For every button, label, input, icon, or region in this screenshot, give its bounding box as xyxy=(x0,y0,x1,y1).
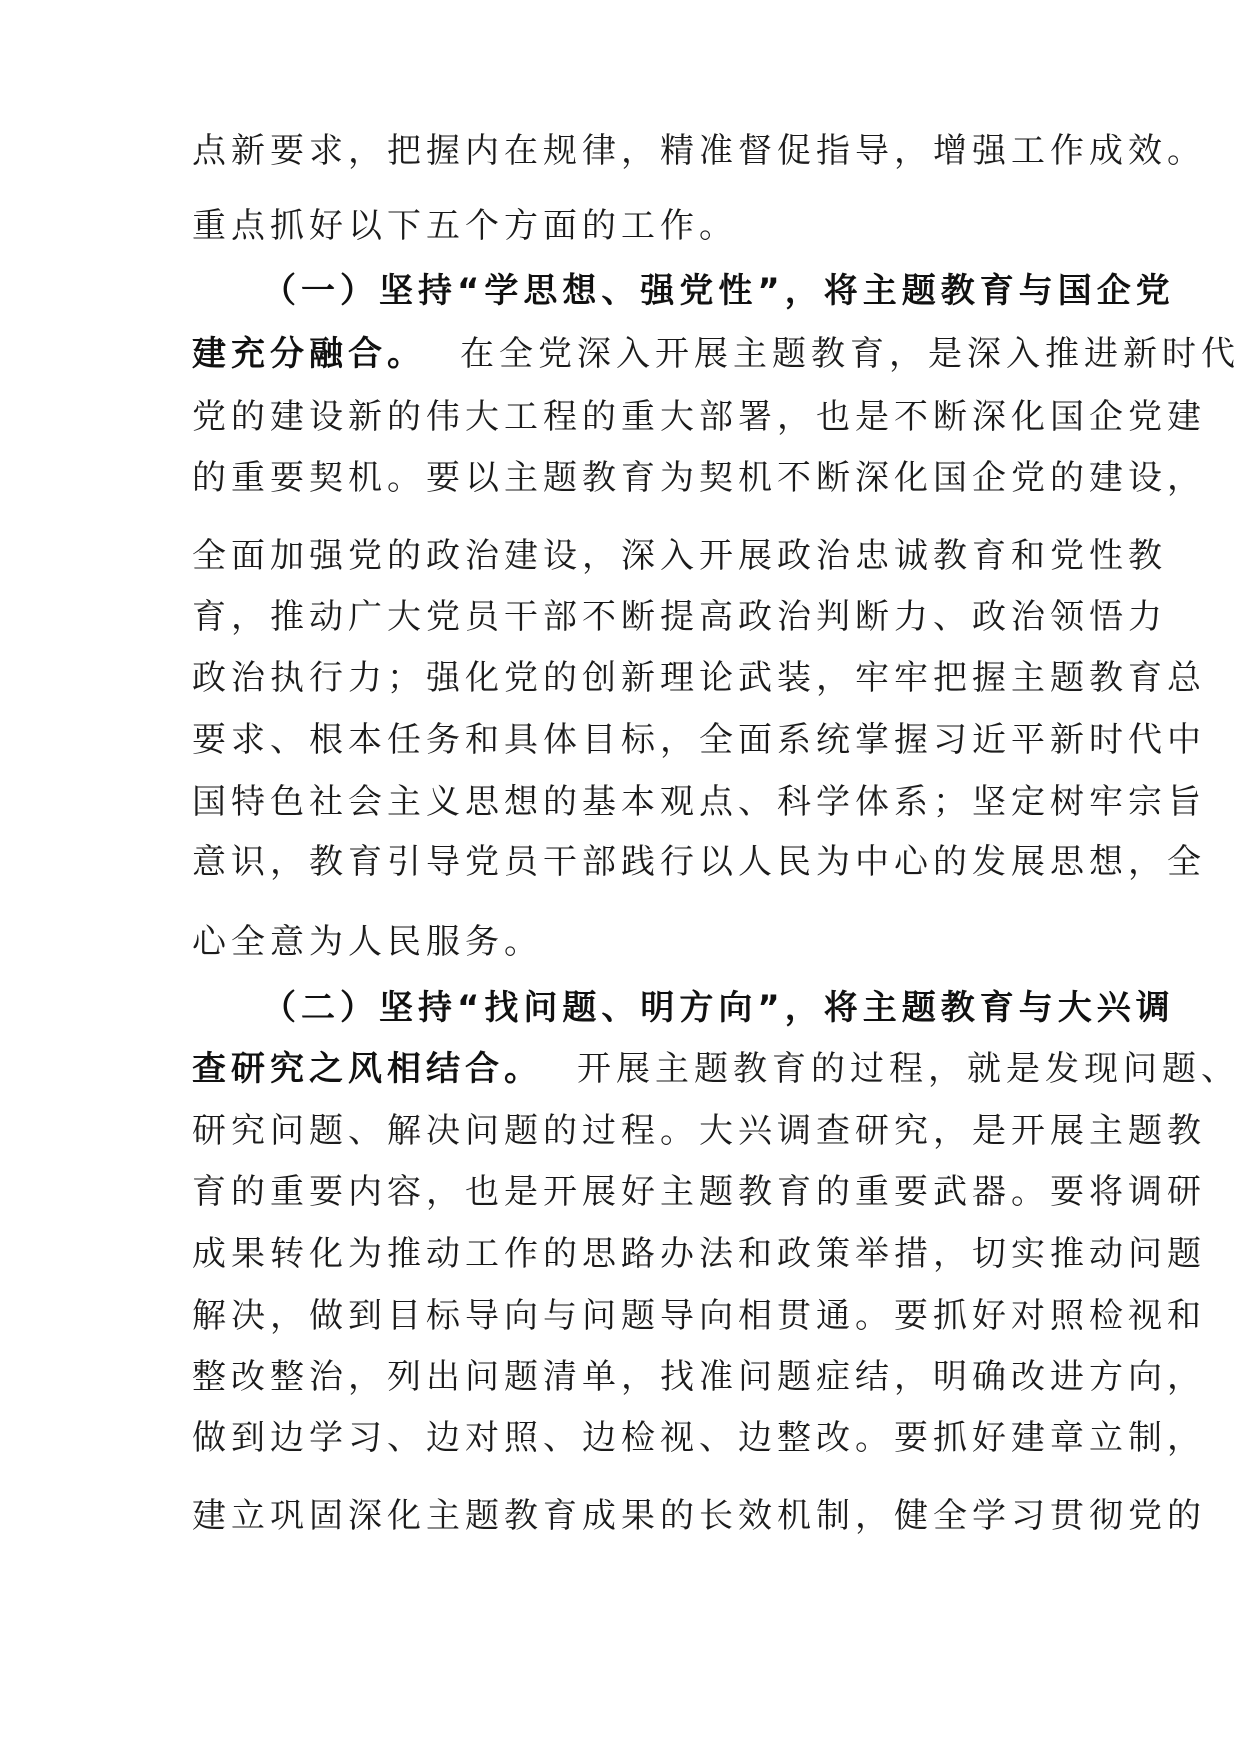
section-heading-1-end: 建充分融合。 xyxy=(192,334,426,374)
text-line: 育的重要内容，也是开展好主题教育的重要武器。要将调研 xyxy=(192,1172,1206,1212)
text-line: 解决，做到目标导向与问题导向相贯通。要抓好对照检视和 xyxy=(192,1296,1206,1336)
text-run: 在全党深入开展主题教育，是深入推进新时代 xyxy=(460,334,1240,374)
text-line: 建立巩固深化主题教育成果的长效机制，健全学习贯彻党的 xyxy=(192,1496,1206,1536)
section-heading-1: （一）坚持“学思想、强党性”，将主题教育与国企党 xyxy=(262,271,1175,311)
text-line xyxy=(192,1045,1240,1093)
text-line: 育，推动广大党员干部不断提高政治判断力、政治领悟力 xyxy=(192,597,1167,637)
section-heading-2-end: 查研究之风相结合。 xyxy=(192,1049,543,1089)
text-line: 的重要契机。要以主题教育为契机不断深化国企党的建设， xyxy=(192,458,1206,498)
text-line: 重点抓好以下五个方面的工作。 xyxy=(192,206,738,246)
text-line: 国特色社会主义思想的基本观点、科学体系；坚定树牢宗旨 xyxy=(192,782,1206,822)
section-heading-2: （二）坚持“找问题、明方向”，将主题教育与大兴调 xyxy=(262,988,1175,1028)
text-run: 开展主题教育的过程，就是发现问题、 xyxy=(577,1049,1240,1089)
text-line: 成果转化为推动工作的思路办法和政策举措，切实推动问题 xyxy=(192,1234,1206,1274)
text-line xyxy=(192,330,1240,378)
text-line: 研究问题、解决问题的过程。大兴调查研究，是开展主题教 xyxy=(192,1111,1206,1151)
text-line: 整改整治，列出问题清单，找准问题症结，明确改进方向， xyxy=(192,1357,1206,1397)
text-line: 要求、根本任务和具体目标，全面系统掌握习近平新时代中 xyxy=(192,720,1206,760)
text-line: 意识，教育引导党员干部践行以人民为中心的发展思想，全 xyxy=(192,842,1206,882)
text-line: 全面加强党的政治建设，深入开展政治忠诚教育和党性教 xyxy=(192,536,1167,576)
text-line: 点新要求，把握内在规律，精准督促指导，增强工作成效。 xyxy=(192,131,1206,171)
text-line: 政治执行力；强化党的创新理论武装，牢牢把握主题教育总 xyxy=(192,658,1206,698)
text-line: 党的建设新的伟大工程的重大部署，也是不断深化国企党建 xyxy=(192,397,1206,437)
text-line: 心全意为人民服务。 xyxy=(192,922,543,962)
text-line: 做到边学习、边对照、边检视、边整改。要抓好建章立制， xyxy=(192,1418,1206,1458)
